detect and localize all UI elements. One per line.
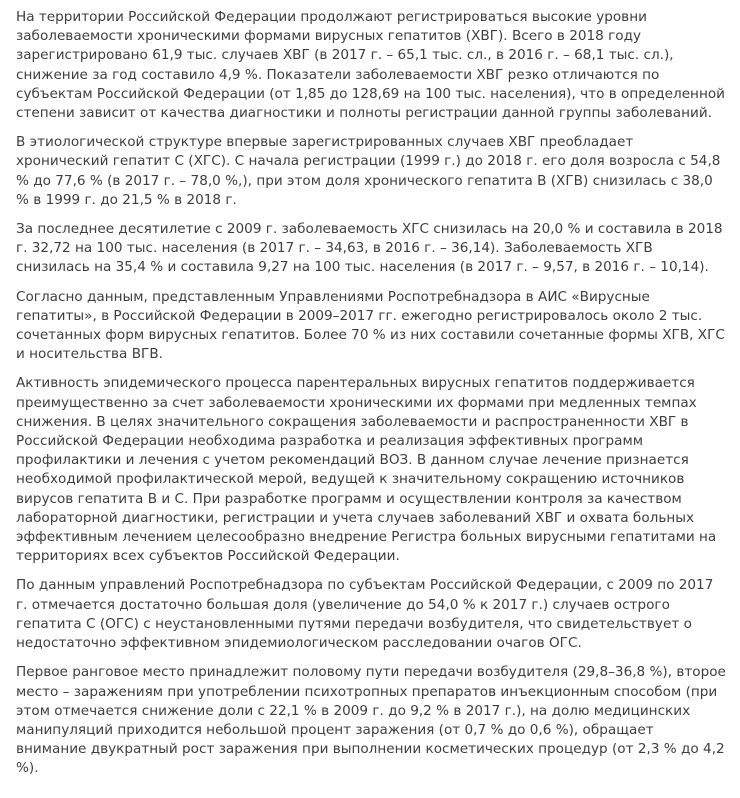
paragraph-1: На территории Российской Федерации продолжают регистрироваться высокие уровни заболеваемости хроническими формами вирусных гепатитов (ХВГ). Всего в 2018 году зарегистрировано 61,9 тыс. случаев ХВГ (в 2017 г. – 65,1 тыс. сл., в 2016 г. – 68,1 тыс. сл.), снижение за год составило 4,9 %. Показатели заболеваемости ХВГ резко отличаются по субъектам Российской Федерации (от 1,85 до 128,69 на 100 тыс. населения), что в определенной степени зависит от качества диагностики и полноты регистрации данной группы заболеваний.: [16, 9, 725, 122]
paragraph-2: В этиологической структуре впервые зарегистрированных случаев ХВГ преобладает хронический гепатит С (ХГС). С начала регистрации (1999 г.) до 2018 г. его доля возросла с 54,8 % до 77,6 % (в 2017 г. – 78,0 %,), при этом доля хронического гепатита В (ХГВ) снизилась с 38,0 % в 1999 г. до 21,5 % в 2018 г.: [16, 134, 721, 208]
paragraph-4: Согласно данным, представленным Управлениями Роспотребнадзора в АИС «Вирусные гепатиты», в Российской Федерации в 2009–2017 гг. ежегодно регистрировалось около 2 тыс. сочетанных форм вирусных гепатитов. Более 70 % из них составили сочетанные формы ХГВ, ХГС и носительства ВГВ.: [16, 288, 725, 363]
paragraph-5: Активность эпидемического процесса парентеральных вирусных гепатитов поддерживается преимущественно за счет заболеваемости хроническими их формами при медленных темпах снижения. В целях значительного сокращения заболеваемости и распространенности ХВГ в Российской Федерации необходима разработка и реализация эффективных программ профилактики и лечения с учетом рекомендаций ВОЗ. В данном случае лечение признается необходимой профилактической мерой, ведущей к значительному сокращению источников вирусов гепатита В и С. При разработке программ и осуществлении контроля за качеством лабораторной диагностики, регистрации и учета случаев заболеваний ХВГ и охвата больных эффективным лечением целесообразно внедрение Регистра больных вирусными гепатитами на территориях всех субъектов Российской Федерации.: [16, 375, 717, 565]
paragraph-3: За последнее десятилетие с 2009 г. заболеваемость ХГС снизилась на 20,0 % и составила в 2018 г. 32,72 на 100 тыс. населения (в 2017 г. – 34,63, в 2016 г. – 36,14). Заболеваемость ХГВ снизилась на 35,4 % и составила 9,27 на 100 тыс. населения (в 2017 г. – 9,57, в 2016 г. – 10,14).: [16, 221, 723, 276]
paragraph-7: Первое ранговое место принадлежит половому пути передачи возбудителя (29,8–36,8 %), второе место – заражениям при употреблении психотропных препаратов инъекционным способом (при этом отмечается снижение доли с 22,1 % в 2009 г. до 9,2 % в 2017 г.), на долю медицинских манипуляций приходится небольшой процент заражения (от 0,7 % до 0,6 %), обращает внимание двукратный рост заражения при выполнении косметических процедур (от 2,3 % до 4,2 %).: [16, 664, 726, 777]
document-body: [16, 8, 726, 789]
paragraph-6: По данным управлений Роспотребнадзора по субъектам Российской Федерации, с 2009 по 2017 г. отмечается достаточно большая доля (увеличение до 54,0 % к 2017 г.) случаев острого гепатита С (ОГС) с неустановленными путями передачи возбудителя, что свидетельствует о недостаточно эффективном эпидемиологическом расследовании очагов ОГС.: [16, 577, 714, 652]
